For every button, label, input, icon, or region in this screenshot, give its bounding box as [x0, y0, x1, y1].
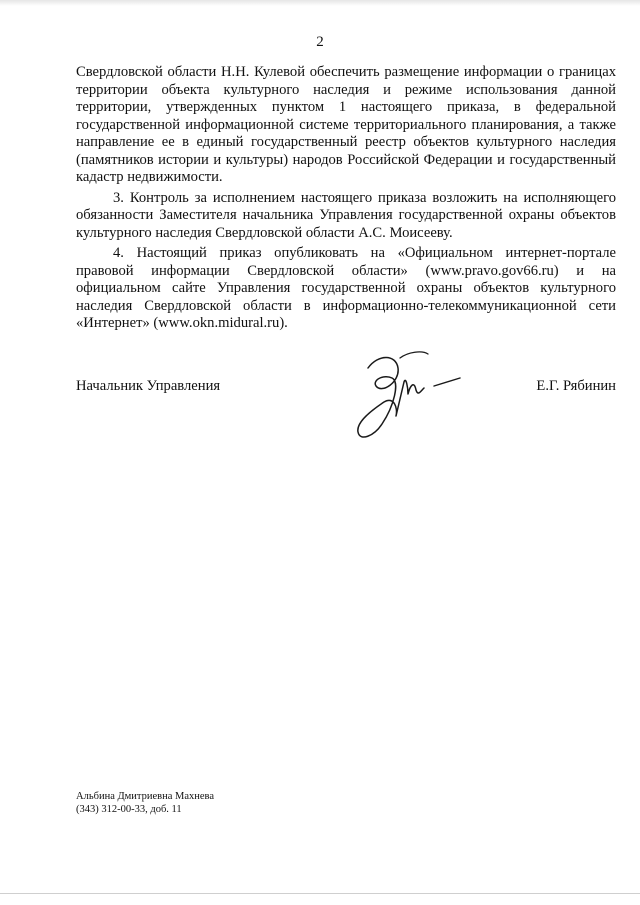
document-body [76, 64, 616, 336]
signature-block [76, 372, 616, 462]
paragraph-continuation: Свердловской области Н.Н. Кулевой обеспечить размещение информации о границах территории объекта культурного наследия и режиме использования данной территории, утвержденных пунктом 1 настоящего приказа, в федеральной государственной информационной системе территориального планирования, а также направление ее в единый государственный реестр объектов культурного наследия (памятников истории и культуры) народов Российской Федерации и государственный кадастр недвижимости. [76, 64, 616, 185]
page-bottom-edge [0, 893, 640, 894]
page-number: 2 [316, 34, 324, 50]
page-top-edge [0, 0, 640, 6]
paragraph-3-control: 3. Контроль за исполнением настоящего приказа возложить на исполняющего обязанности Заместителя начальника Управления государственной охраны объектов культурного наследия Свердловской области А.С. Моисееву. [76, 189, 616, 241]
executor-phone: (343) 312-00-33, доб. 11 [76, 804, 182, 815]
handwritten-signature [338, 346, 478, 456]
executor-name: Альбина Дмитриевна Махнева [76, 791, 215, 802]
executor-info [76, 790, 214, 816]
paragraph-4-publication: 4. Настоящий приказ опубликовать на «Официальном интернет-портале правовой информации Свердловской области» (www.pravo.gov66.ru) и на официальном сайте Управления государственной охраны объектов культурного наследия Свердловской области в информационно-телекоммуникационной сети «Интернет» (www.okn.midural.ru). [76, 245, 616, 331]
signer-name: Е.Г. Рябинин [536, 378, 616, 394]
signer-position: Начальник Управления [76, 378, 221, 394]
